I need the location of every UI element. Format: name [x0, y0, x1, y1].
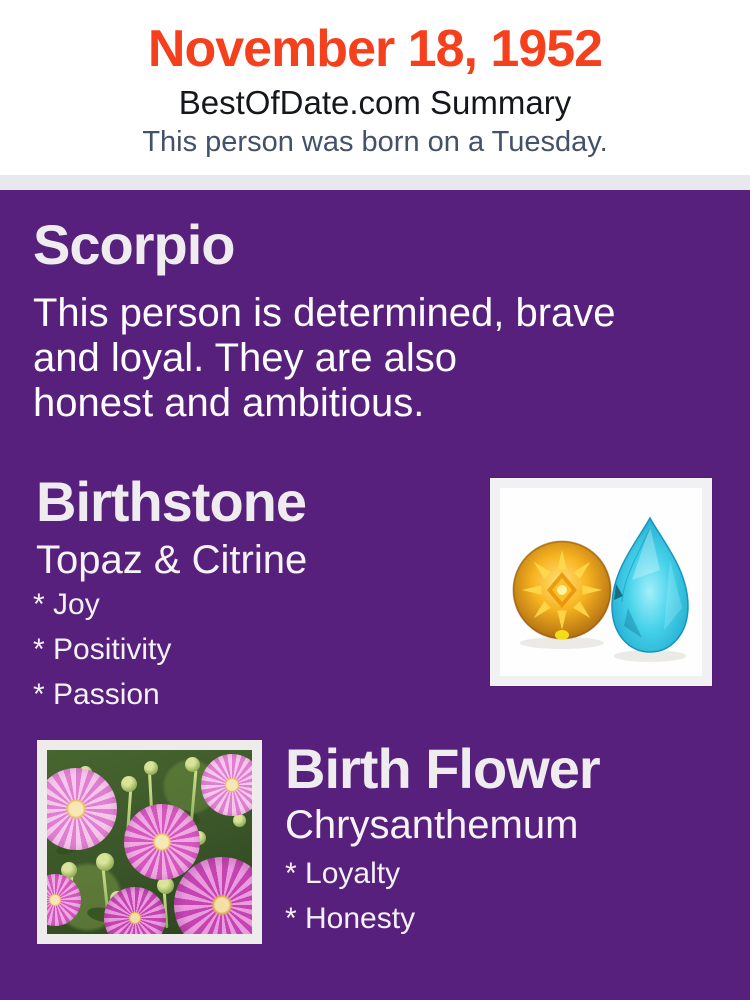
birth-flower-trait: * Loyalty — [285, 857, 401, 890]
birth-flower-name: Chrysanthemum — [285, 803, 579, 847]
zodiac-description-line: honest and ambitious. — [33, 381, 425, 425]
weekday-tagline: This person was born on a Tuesday. — [142, 126, 608, 158]
divider-bar — [0, 175, 750, 190]
zodiac-description — [33, 291, 616, 426]
date-title: November 18, 1952 — [147, 20, 603, 78]
birthstone-trait: * Passion — [33, 678, 160, 711]
birthstone-trait: * Joy — [33, 588, 100, 621]
birthstone-heading: Birthstone — [36, 470, 306, 533]
chrysanthemum-blossom — [47, 768, 117, 850]
site-summary-title: BestOfDate.com Summary — [178, 84, 572, 121]
flower-bud — [233, 814, 246, 827]
flower-bud — [185, 757, 200, 772]
birthstone-photo — [500, 488, 702, 676]
blue-topaz-gem-icon — [612, 518, 688, 652]
birth-flower-trait: * Honesty — [285, 902, 416, 935]
birth-flower-heading: Birth Flower — [285, 737, 600, 800]
flower-bud — [96, 853, 114, 871]
birthstone-photo-frame — [490, 478, 712, 686]
birth-flower-photo — [47, 750, 252, 934]
flower-bud — [121, 776, 137, 792]
chrysanthemum-blossom — [104, 887, 166, 934]
zodiac-description-line: This person is determined, brave — [33, 291, 616, 335]
details-panel — [0, 190, 750, 1000]
gems-illustration — [500, 488, 702, 676]
flower-bud — [144, 761, 158, 775]
birthstone-name: Topaz & Citrine — [36, 538, 308, 582]
citrine-gem-icon — [513, 541, 611, 640]
birthstone-trait: * Positivity — [33, 633, 172, 666]
zodiac-description-line: and loyal. They are also — [33, 336, 457, 380]
header — [0, 0, 750, 175]
birth-flower-photo-frame — [37, 740, 262, 944]
chrysanthemum-blossom — [47, 874, 81, 926]
zodiac-sign-heading: Scorpio — [33, 213, 235, 276]
chrysanthemum-blossom — [201, 754, 252, 816]
